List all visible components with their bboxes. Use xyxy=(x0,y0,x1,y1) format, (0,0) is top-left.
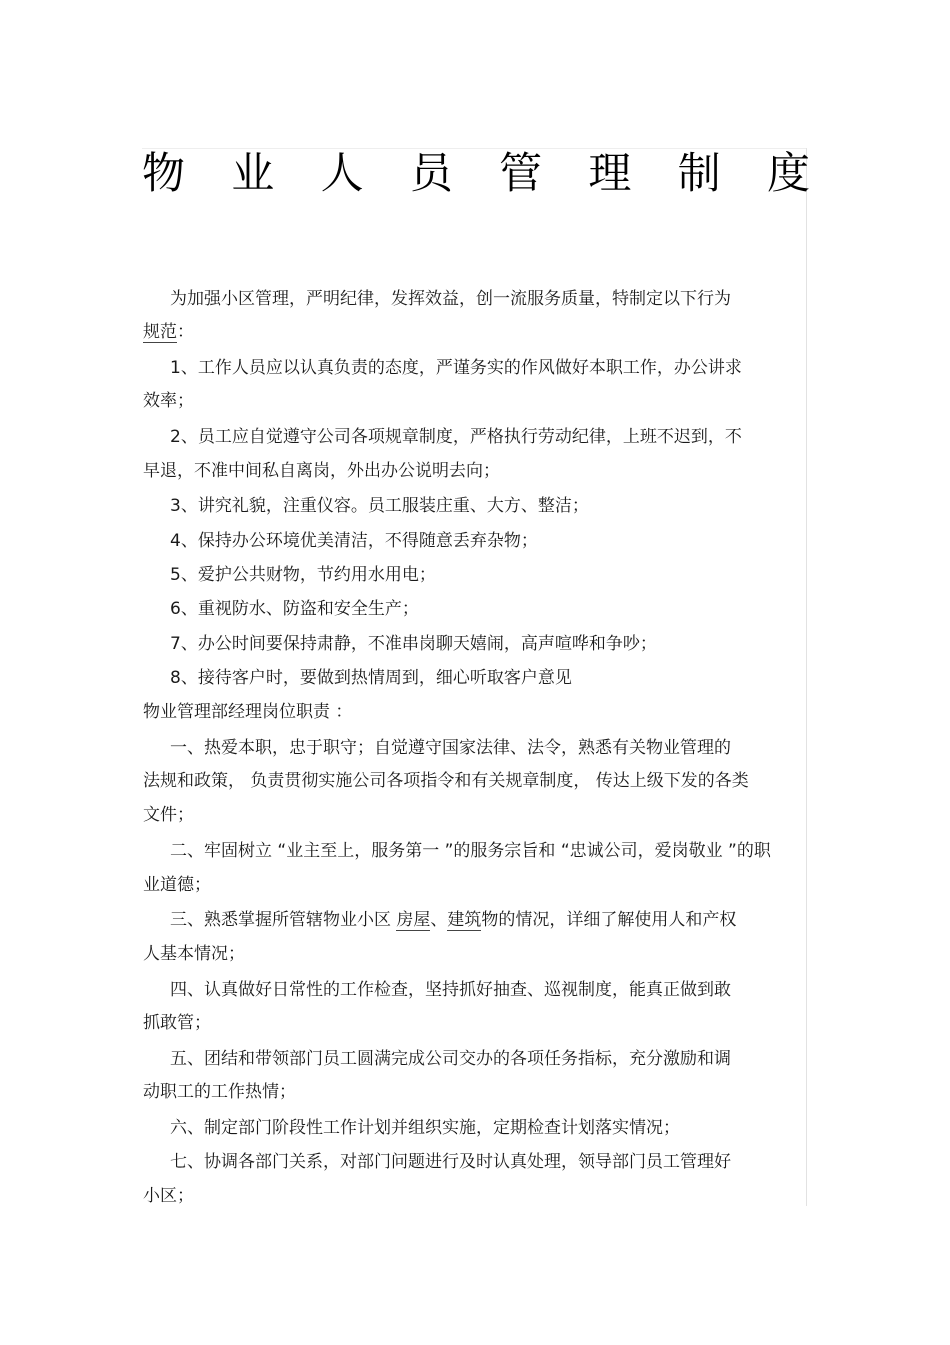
intro-colon: ： xyxy=(177,322,194,342)
rule-7: 7、办公时间要保持肃静，不准串岗聊天嬉闹，高声喧哗和争吵； xyxy=(170,634,657,654)
duty-1-line-1: 一、热爱本职，忠于职守；自觉遵守国家法律、法令，熟悉有关物业管理的 xyxy=(170,738,731,758)
duty-6: 六、制定部门阶段性工作计划并组织实施，定期检查计划落实情况； xyxy=(170,1118,680,1138)
duty-2-line-2: 业道德； xyxy=(143,875,211,895)
duty-7-line-2: 小区； xyxy=(143,1186,194,1206)
title-char: 度 xyxy=(766,149,810,199)
rule-2-line-2: 早退，不准中间私自离岗，外出办公说明去向； xyxy=(143,461,500,481)
title-char: 业 xyxy=(231,149,275,199)
duty-3-separator: 、 xyxy=(430,910,448,930)
intro-line-1: 为加强小区管理，严明纪律，发挥效益，创一流服务质量，特制定以下行为 xyxy=(170,289,731,309)
duty-1-line-3: 文件； xyxy=(143,805,194,825)
intro-line-2 xyxy=(143,321,194,343)
duty-1-line-2: 法规和政策， 负责贯彻实施公司各项指令和有关规章制度， 传达上级下发的各类 xyxy=(143,771,749,791)
section-heading: 物业管理部经理岗位职责 ： xyxy=(143,702,353,722)
title-char: 管 xyxy=(499,149,543,199)
underlined-term: 房屋 xyxy=(396,910,431,930)
duty-5-line-1: 五、团结和带领部门员工圆满完成公司交办的各项任务指标，充分激励和调 xyxy=(170,1049,731,1069)
duty-4-line-2: 抓敢管； xyxy=(143,1013,211,1033)
rule-2-line-1: 2、员工应自觉遵守公司各项规章制度，严格执行劳动纪律，上班不迟到，不 xyxy=(170,427,742,447)
rule-1-line-1: 1、工作人员应以认真负责的态度，严谨务实的作风做好本职工作，办公讲求 xyxy=(170,358,742,378)
underlined-term: 规范 xyxy=(143,322,177,342)
rule-4: 4、保持办公环境优美清洁，不得随意丢弃杂物； xyxy=(170,531,538,551)
rule-5: 5、爱护公共财物，节约用水用电； xyxy=(170,565,436,585)
duty-2-line-1: 二、牢固树立 “业主至上，服务第一 ”的服务宗旨和 “忠诚公司，爱岗敬业 ”的职 xyxy=(170,841,771,861)
duty-3-text-b: 物的情况，详细了解使用人和产权 xyxy=(481,910,737,930)
title-char: 物 xyxy=(142,149,185,199)
document-title xyxy=(142,147,810,201)
duty-4-line-1: 四、认真做好日常性的工作检查，坚持抓好抽查、巡视制度，能真正做到敢 xyxy=(170,980,731,1000)
underlined-term: 建筑 xyxy=(447,910,482,930)
duty-5-line-2: 动职工的工作热情； xyxy=(143,1082,296,1102)
duty-3-line-1 xyxy=(170,909,736,931)
duty-3-line-2: 人基本情况； xyxy=(143,944,245,964)
rule-8: 8、接待客户时，要做到热情周到，细心听取客户意见 xyxy=(170,668,572,688)
rule-3: 3、讲究礼貌，注重仪容。员工服装庄重、大方、整洁； xyxy=(170,496,589,516)
rule-1-line-2: 效率； xyxy=(143,391,194,411)
rule-6: 6、重视防水、防盗和安全生产； xyxy=(170,599,419,619)
page-border-right xyxy=(806,148,807,1206)
title-char: 人 xyxy=(320,149,364,199)
title-char: 制 xyxy=(677,149,721,199)
duty-3-text-a: 三、熟悉掌握所管辖物业小区 xyxy=(170,910,397,930)
duty-7-line-1: 七、协调各部门关系，对部门问题进行及时认真处理，领导部门员工管理好 xyxy=(170,1152,731,1172)
title-char: 员 xyxy=(409,149,453,199)
title-char: 理 xyxy=(588,149,632,199)
